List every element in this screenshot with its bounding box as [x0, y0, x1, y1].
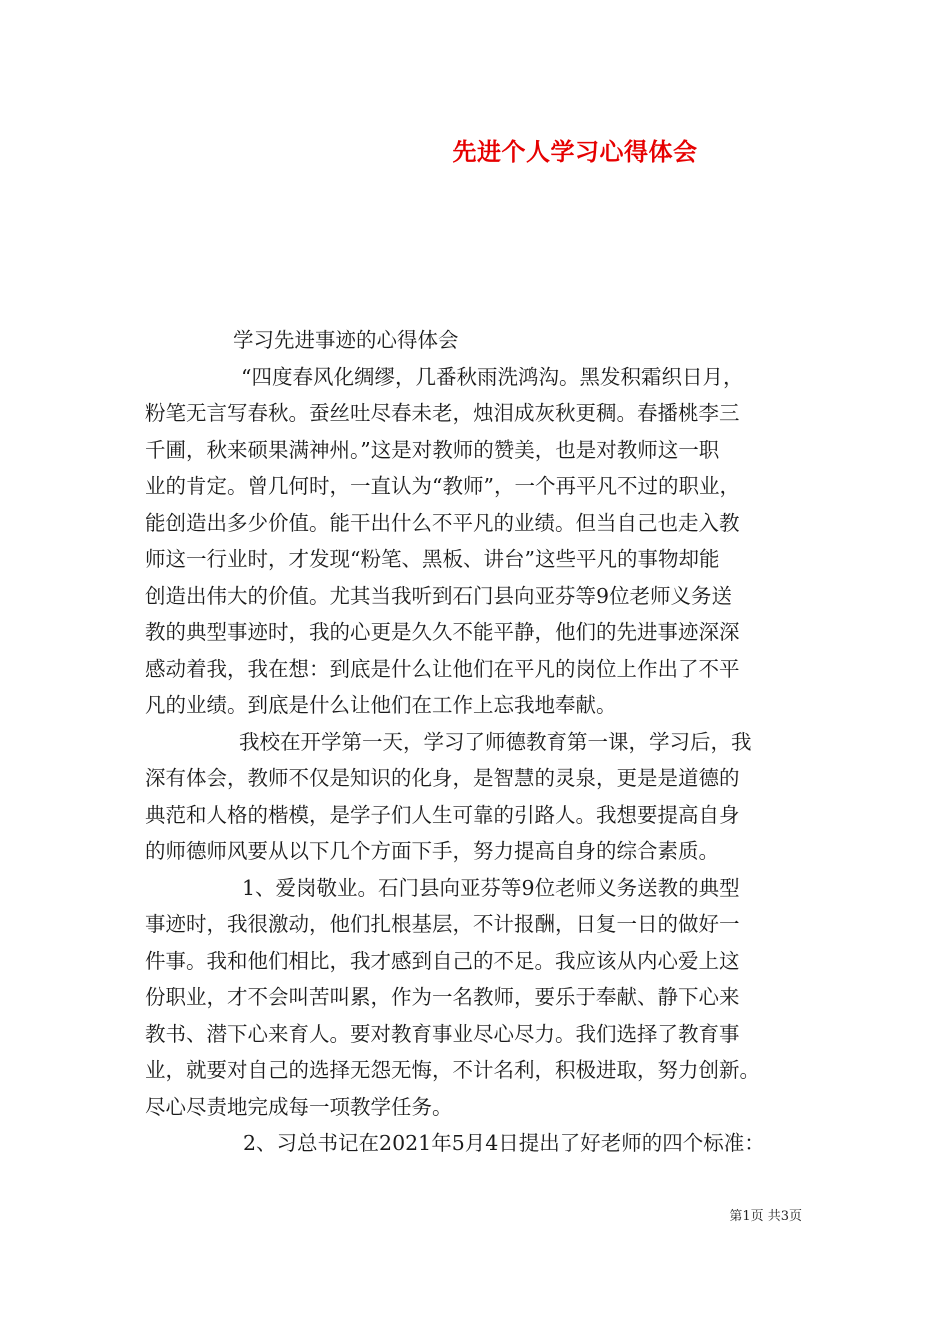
paragraph-line: 典范和人格的楷模，是学子们人生可靠的引路人。我想要提高自身: [145, 802, 740, 827]
paragraph-line: 业的肯定。曾几何时，一直认为“教师”，一个再平凡不过的职业，: [145, 474, 740, 498]
paragraph-line: 件事。我和他们相比，我才感到自己的不足。我应该从内心爱上这: [145, 948, 740, 973]
paragraph-line: 凡的业绩。到底是什么让他们在工作上忘我地奉献。: [145, 693, 617, 717]
paragraph-line: 创造出伟大的价值。尤其当我听到石门县向亚芬等9位老师义务送: [145, 583, 733, 608]
paragraph-line: 1、爱岗敬业。石门县向亚芬等9位老师义务送教的典型: [242, 875, 740, 900]
document-body: [145, 322, 825, 1162]
paragraph-line: 教书、潜下心来育人。要对教育事业尽心尽力。我们选择了教育事: [145, 1021, 740, 1046]
paragraph-line: 感动着我，我在想：到底是什么让他们在平凡的岗位上作出了不平: [145, 656, 740, 681]
paragraph-point-1: [145, 870, 825, 1126]
paragraph-line: 千圃，秋来硕果满神州。”这是对教师的赞美，也是对教师这一职: [145, 437, 720, 462]
paragraph-line: 能创造出多少价值。能干出什么不平凡的业绩。但当自己也走入教: [145, 510, 740, 535]
paragraph-line: 2、习总书记在2021年5月4日提出了好老师的四个标准：: [243, 1131, 765, 1155]
paragraph-line: 业，就要对自己的选择无怨无悔，不计名利，积极进取，努力创新。: [145, 1058, 760, 1082]
paragraph-line: 我校在开学第一天，学习了师德教育第一课，学习后，我: [239, 729, 752, 754]
paragraph-line: “四度春风化绸缪，几番秋雨洗鸿沟。黑发积霜织日月，: [241, 364, 744, 389]
paragraph-line: 教的典型事迹时，我的心更是久久不能平静，他们的先进事迹深深: [145, 620, 740, 644]
paragraph-poem: [145, 359, 825, 724]
paragraph-school: [145, 724, 825, 870]
paragraph-line: 事迹时，我很激动，他们扎根基层，不计报酬，日复一日的做好一: [145, 912, 740, 936]
document-title: 先进个人学习心得体会: [452, 137, 698, 166]
paragraph-line: 粉笔无言写春秋。蚕丝吐尽春未老，烛泪成灰秋更稠。春播桃李三: [145, 401, 740, 425]
page-number-footer: 第1页 共3页: [729, 1209, 802, 1224]
paragraph-line: 份职业，才不会叫苦叫累，作为一名教师，要乐于奉献、静下心来: [145, 985, 740, 1009]
paragraph-line: 的师德师风要从以下几个方面下手，努力提高自身的综合素质。: [145, 839, 719, 863]
document-subtitle: 学习先进事迹的心得体会: [233, 328, 459, 352]
paragraph-line: 深有体会，教师不仅是知识的化身，是智慧的灵泉，更是是道德的: [145, 766, 740, 790]
paragraph-line: 尽心尽责地完成每一项教学任务。: [145, 1094, 453, 1119]
paragraph-line: 师这一行业时，才发现“粉笔、黑板、讲台”这些平凡的事物却能: [145, 547, 720, 571]
paragraph-point-2: [145, 1125, 825, 1162]
